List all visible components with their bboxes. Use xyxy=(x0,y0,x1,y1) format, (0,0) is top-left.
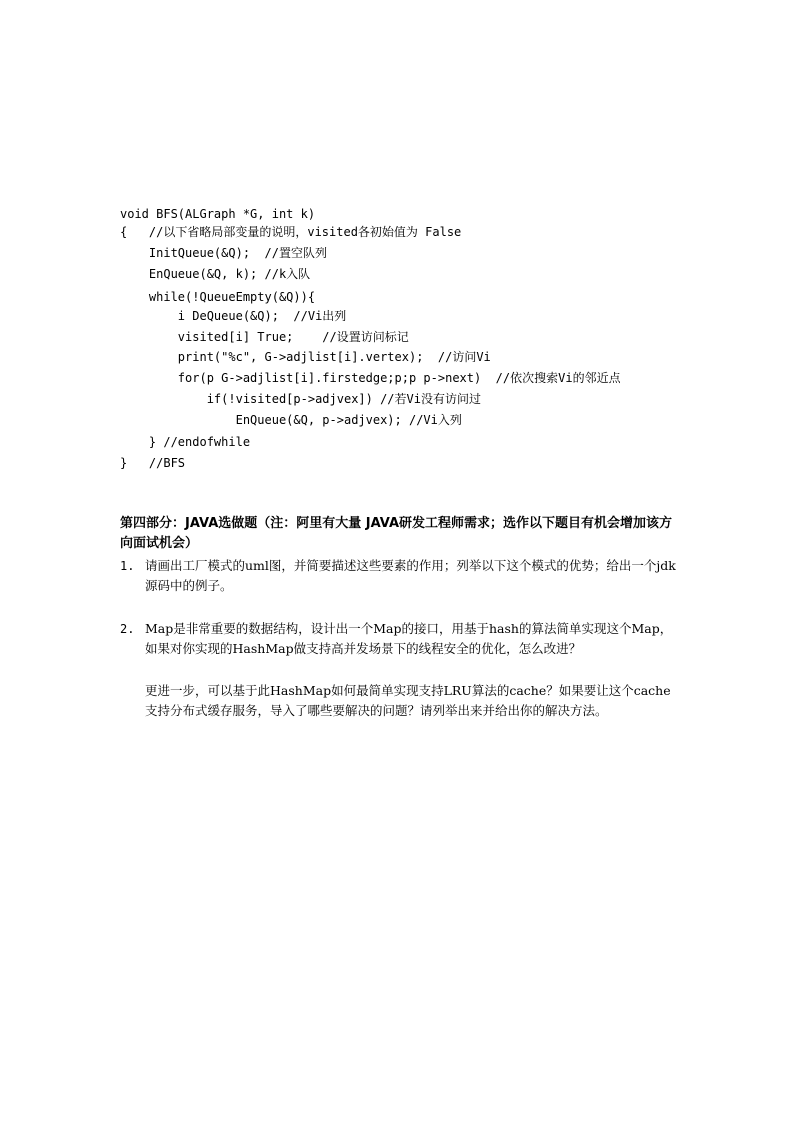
code-line: void BFS(ALGraph *G, int k) xyxy=(120,207,316,221)
code-line: { //以下省略局部变量的说明，visited各初始值为 False xyxy=(120,225,462,239)
code-line: EnQueue(&Q, p->adjvex); //Vi入列 xyxy=(120,413,462,427)
question-number: 2. xyxy=(120,622,135,636)
code-line: InitQueue(&Q); //置空队列 xyxy=(120,246,327,260)
code-line: visited[i] True; //设置访问标记 xyxy=(120,330,409,344)
code-line: i DeQueue(&Q); //Vi出列 xyxy=(120,309,347,323)
code-line: print("%c", G->adjlist[i].vertex); //访问Vi xyxy=(120,350,491,364)
code-line: if(!visited[p->adjvex]) //若Vi没有访问过 xyxy=(120,392,481,406)
question-number: 1. xyxy=(120,559,135,573)
section-title: 第四部分：JAVA选做题（注：阿里有大量 JAVA研发工程师需求；选作以下题目有机会增加该方向面试机会） xyxy=(120,516,673,551)
code-line: while(!QueueEmpty(&Q)){ xyxy=(120,290,316,304)
question-followup: 更进一步，可以基于此HashMap如何最简单实现支持LRU算法的cache？如果要让这个cache支持分布式缓存服务，导入了哪些要解决的问题？请列举出来并给出你的解决方法。 xyxy=(145,683,671,718)
code-line: EnQueue(&Q, k); //k入队 xyxy=(120,267,311,281)
question-text: Map是非常重要的数据结构，设计出一个Map的接口，用基于hash的算法简单实现这个Map，如果对你实现的HashMap做支持高并发场景下的线程安全的优化，怎么改进？ xyxy=(145,621,673,656)
code-line: for(p G->adjlist[i].firstedge;p;p p->next) //依次搜索Vi的邻近点 xyxy=(120,371,621,385)
code-line: } //endofwhile xyxy=(120,435,251,449)
question-text: 请画出工厂模式的uml图，并简要描述这些要素的作用；列举以下这个模式的优势；给出一个jdk源码中的例子。 xyxy=(145,558,676,593)
code-line: } //BFS xyxy=(120,456,186,470)
